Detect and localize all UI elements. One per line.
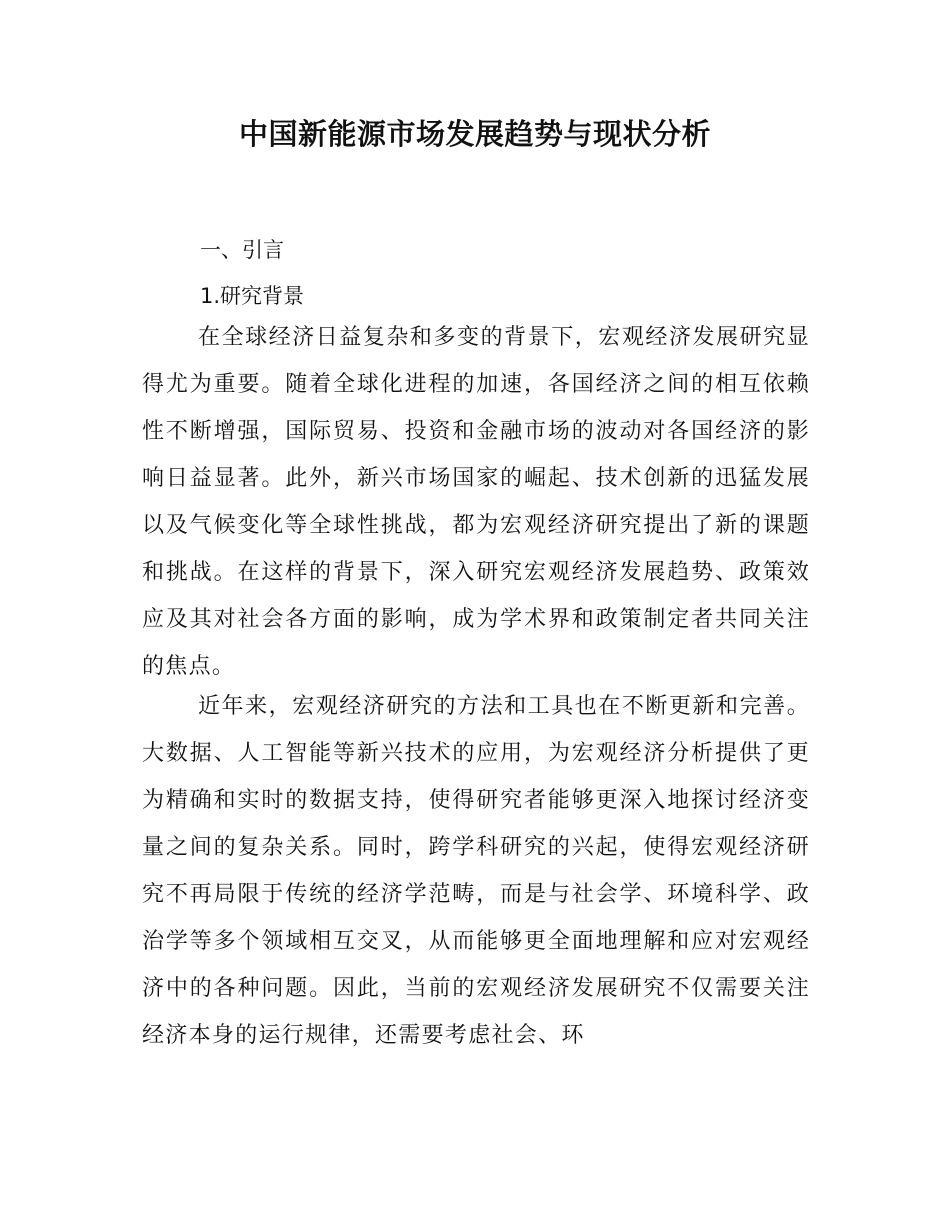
body-paragraph-2: 近年来，宏观经济研究的方法和工具也在不断更新和完善。大数据、人工智能等新兴技术的应用，为宏观经济分析提供了更为精确和实时的数据支持，使得研究者能够更深入地探讨经济变量之间的复杂关系。同时，跨学科研究的兴起，使得宏观经济研究不再局限于传统的经济学范畴，而是与社会学、环境科学、政治学等多个领域相互交叉，从而能够更全面地理解和应对宏观经济中的各种问题。因此，当前的宏观经济发展研究不仅需要关注经济本身的运行规律，还需要考虑社会、环 — [142, 694, 810, 1048]
body-paragraph-1: 在全球经济日益复杂和多变的背景下，宏观经济发展研究显得尤为重要。随着全球化进程的加速，各国经济之间的相互依赖性不断增强，国际贸易、投资和金融市场的波动对各国经济的影响日益显著。此外，新兴市场国家的崛起、技术创新的迅猛发展以及气候变化等全球性挑战，都为宏观经济研究提出了新的课题和挑战。在这样的背景下，深入研究宏观经济发展趋势、政策效应及其对社会各方面的影响，成为学术界和政策制定者共同关注的焦点。 — [142, 325, 810, 679]
section-heading: 一、引言 — [200, 238, 284, 262]
document-title: 中国新能源市场发展趋势与现状分析 — [238, 117, 711, 151]
subsection-heading: 1.研究背景 — [200, 284, 305, 308]
